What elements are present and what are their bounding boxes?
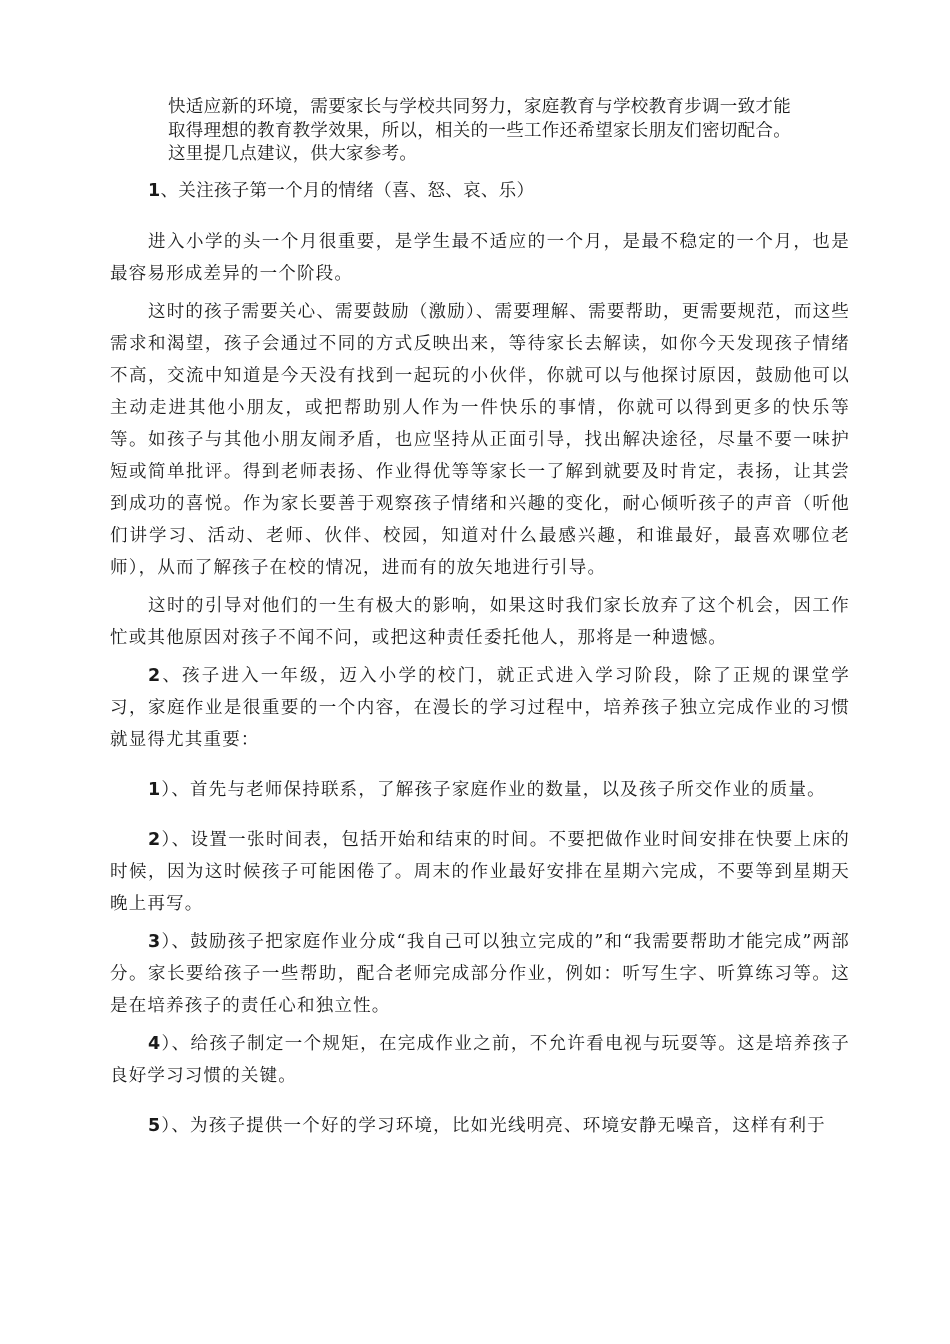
intro-block [168,96,850,167]
document-page [110,96,850,1142]
item-text: ）、给孩子制定一个规矩，在完成作业之前，不允许看电视与玩耍等。这是培养孩子良好学习习惯的关键。 [110,1033,850,1086]
item-number: 3 [148,931,162,952]
section-number: 1 [148,180,161,201]
item-number: 1 [148,779,162,800]
section-heading-1 [148,178,850,204]
item-number: 2 [148,829,162,850]
list-item-5 [110,1110,850,1142]
section-number: 2 [148,665,162,686]
list-item-3 [110,926,850,1022]
item-text: ）、鼓励孩子把家庭作业分成“我自己可以独立完成的”和“我需要帮助才能完成”两部分。家长要给孩子一些帮助，配合老师完成部分作业，例如：听写生字、听算练习等。这是在培养孩子的责任心和独立性。 [110,931,850,1016]
intro-line: 取得理想的教育教学效果，所以，相关的一些工作还希望家长朋友们密切配合。 [168,120,791,141]
intro-line: 这里提几点建议，供大家参考。 [168,144,418,164]
item-text: ）、设置一张时间表，包括开始和结束的时间。不要把做作业时间安排在快要上床的时候，因为这时候孩子可能困倦了。周末的作业最好安排在星期六完成，不要等到星期天晚上再写。 [110,829,850,914]
paragraph-guidance: 这时的引导对他们的一生有极大的影响，如果这时我们家长放弃了这个机会，因工作忙或其他原因对孩子不闻不问，或把这种责任委托他人，那将是一种遗憾。 [110,595,850,648]
section-title: 、关注孩子第一个月的情绪（喜、怒、哀、乐） [160,180,535,201]
paragraph-first-month: 进入小学的头一个月很重要，是学生最不适应的一个月，是最不稳定的一个月，也是最容易形成差异的一个阶段。 [110,231,850,284]
item-number: 4 [148,1033,162,1054]
list-item-2 [110,824,850,920]
item-number: 5 [148,1115,162,1136]
paragraph-homework-intro [110,660,850,756]
item-text: ）、为孩子提供一个好的学习环境，比如光线明亮、环境安静无噪音，这样有利于 [161,1115,826,1136]
paragraph-child-needs: 这时的孩子需要关心、需要鼓励（激励）、需要理解、需要帮助，更需要规范，而这些需求和渴望，孩子会通过不同的方式反映出来，等待家长去解读，如你今天发现孩子情绪不高，交流中知道是今天没有找到一起玩的小伙伴，你就可以与他探讨原因，鼓励他可以主动走进其他小朋友，或把帮助别人作为一件快乐的事情，你就可以得到更多的快乐等等。如孩子与其他小朋友闹矛盾，也应坚持从正面引导，找出解决途径，尽量不要一味护短或简单批评。得到老师表扬、作业得优等等家长一了解到就要及时肯定，表扬，让其尝到成功的喜悦。作为家长要善于观察孩子情绪和兴趣的变化，耐心倾听孩子的声音（听他们讲学习、活动、老师、伙伴、校园，知道对什么最感兴趣，和谁最好，最喜欢哪位老师），从而了解孩子在校的情况，进而有的放矢地进行引导。 [110,301,850,578]
paragraph-text: 、孩子进入一年级，迈入小学的校门，就正式进入学习阶段，除了正规的课堂学习，家庭作业是很重要的一个内容，在漫长的学习过程中，培养孩子独立完成作业的习惯就显得尤其重要： [110,665,850,750]
intro-line: 快适应新的环境，需要家长与学校共同努力，家庭教育与学校教育步调一致才能 [168,97,791,117]
item-text: ）、首先与老师保持联系，了解孩子家庭作业的数量，以及孩子所交作业的质量。 [161,779,826,800]
list-item-1 [110,774,850,806]
list-item-4 [110,1028,850,1092]
